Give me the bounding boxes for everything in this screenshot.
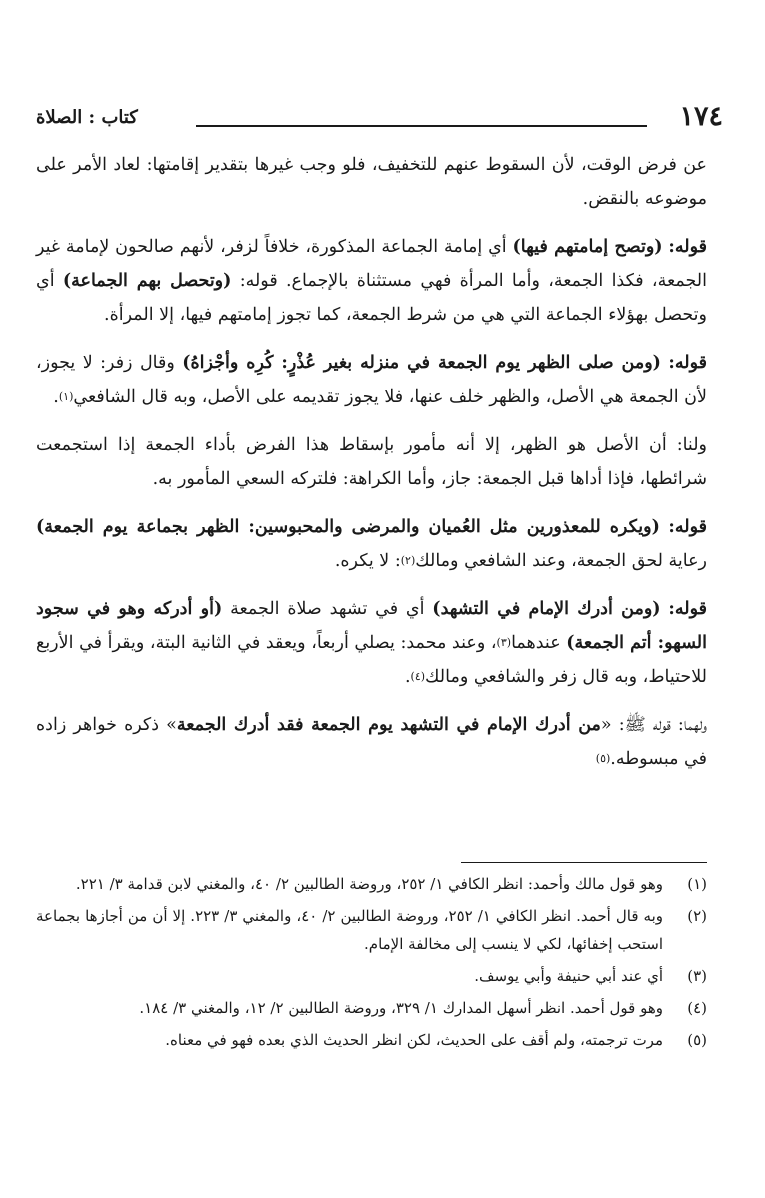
footnote-text: أي عند أبي حنيفة وأبي يوسف.: [474, 967, 663, 985]
footnote: [36, 962, 707, 990]
commentary-text: ، وعند محمد: يصلي أربعاً، ويعقد في الثانية البتة، ويقرأ في الأربع للاحتياط، وبه قال زفر والشافعي ومالك: [36, 633, 707, 687]
matn-quote: (ويكره للمعذورين مثل العُميان والمرضى والمحبوسين: الظهر بجماعة يوم الجمعة): [36, 517, 660, 537]
matn-quote: (وتحصل بهم الجماعة): [62, 271, 232, 291]
commentary-text: » ذكره خواهر زاده في مبسوطه.: [36, 715, 707, 769]
footnote-number: (١): [687, 875, 707, 893]
sentence-end: .: [404, 667, 411, 687]
paragraph-4: ولنا: أن الأصل هو الظهر، إلا أنه مأمور بإسقاط هذا الفرض بأداء الجمعة إذا استجمعت شرائطها، فإذا أداها قبل الجمعة: جاز، وأما الكراهة: فلتركه السعي المأمور به.: [36, 435, 707, 489]
commentary-text: رعاية لحق الجمعة، وعند الشافعي ومالك: [415, 551, 707, 571]
commentary-text: أي وتحصل بهؤلاء الجماعة التي هي من شرط الجمعة، كما تجوز إمامتهم فيها، إلا المرأة.: [36, 271, 707, 325]
footnote-ref[interactable]: (٤): [410, 670, 426, 683]
commentary-text: أي إمامة الجماعة المذكورة، خلافاً لزفر، لأنهم صالحون لإمامة غير الجمعة، فكذا الجمعة، وأما المرأة فهي مستثناة بالإجماع. قوله:: [36, 237, 708, 291]
commentary-text: وقال زفر: لا يجوز، لأن الجمعة هي الأصل، والظهر خلف عنها، فلا يجوز تقديمه على الأصل، وبه قال الشافعي: [36, 353, 707, 407]
paragraph-3: [36, 346, 707, 414]
running-head: [36, 100, 729, 134]
footnote-number: (٥): [687, 1031, 707, 1049]
lead-word: قوله:: [668, 353, 707, 373]
footnote: [36, 994, 707, 1022]
footnote-number: (٢): [687, 907, 707, 925]
footnote-text: وهو قول أحمد. انظر أسهل المدارك ١/ ٣٢٩، وروضة الطالبين ٢/ ١٢، والمغني ٣/ ١٨٤.: [139, 999, 663, 1017]
lead-word: قوله:: [668, 517, 707, 537]
footnotes: [36, 870, 707, 1058]
matn-quote: (ومن صلى الظهر يوم الجمعة في منزله بغير عُذْرٍ: كُرِه وأجْزاهُ): [182, 353, 661, 373]
footnote-text: مرت ترجمته، ولم أقف على الحديث، لكن انظر الحديث الذي بعده فهو في معناه.: [165, 1031, 663, 1049]
footnote-text: وبه قال أحمد. انظر الكافي ١/ ٢٥٢، وروضة الطالبين ٢/ ٤٠، والمغني ٣/ ٢٢٣. إلا أن من أجازها بجماعة استحب إخفائها، لكي لا ينسب إلى مخالفة الإمام.: [36, 907, 663, 953]
hadith-quote: من أدرك الإمام في التشهد يوم الجمعة فقد أدرك الجمعة: [176, 715, 601, 735]
paragraph-6: [36, 592, 707, 694]
matn-quote: (أو أدركه وهو في سجود السهو: أتم الجمعة): [36, 599, 707, 653]
commentary-text: ولهما: قوله ﷺ: «: [600, 715, 707, 735]
footnote-ref[interactable]: (١): [58, 390, 74, 403]
commentary-text: أي في تشهد صلاة الجمعة: [222, 599, 433, 619]
chapter-title: كتاب : الصلاة: [36, 107, 138, 128]
footnote: [36, 870, 707, 898]
page-number: ١٧٤: [679, 101, 723, 132]
header-rule: [196, 125, 647, 127]
matn-quote: (ومن أدرك الإمام في التشهد): [432, 599, 661, 619]
lead-word: قوله:: [668, 237, 707, 257]
lead-word: قوله:: [668, 599, 708, 619]
commentary-text: عندهما: [511, 633, 567, 653]
paragraph-1: عن فرض الوقت، لأن السقوط عنهم للتخفيف، فلو وجب غيرها بتقدير إقامتها: لعاد الأمر على موضوعه بالنقض.: [36, 155, 707, 209]
paragraph-2: [36, 230, 707, 332]
footnote: [36, 1026, 707, 1054]
footnote-ref[interactable]: (٣): [496, 636, 512, 649]
footnote-number: (٣): [687, 967, 707, 985]
paragraph-7: [36, 708, 707, 776]
footnote-separator: [461, 862, 707, 863]
footnote-ref[interactable]: (٥): [595, 752, 611, 765]
commentary-text: : لا يكره.: [334, 551, 401, 571]
paragraph-5: [36, 510, 707, 578]
footnote: [36, 902, 707, 958]
footnote-text: وهو قول مالك وأحمد: انظر الكافي ١/ ٢٥٢، وروضة الطالبين ٢/ ٤٠، والمغني لابن قدامة ٣/ ٢٢١.: [75, 875, 663, 893]
main-text: [36, 148, 707, 790]
footnote-ref[interactable]: (٢): [400, 554, 416, 567]
footnote-number: (٤): [687, 999, 707, 1017]
sentence-end: .: [53, 387, 59, 407]
matn-quote: (وتصح إمامتهم فيها): [512, 237, 663, 257]
